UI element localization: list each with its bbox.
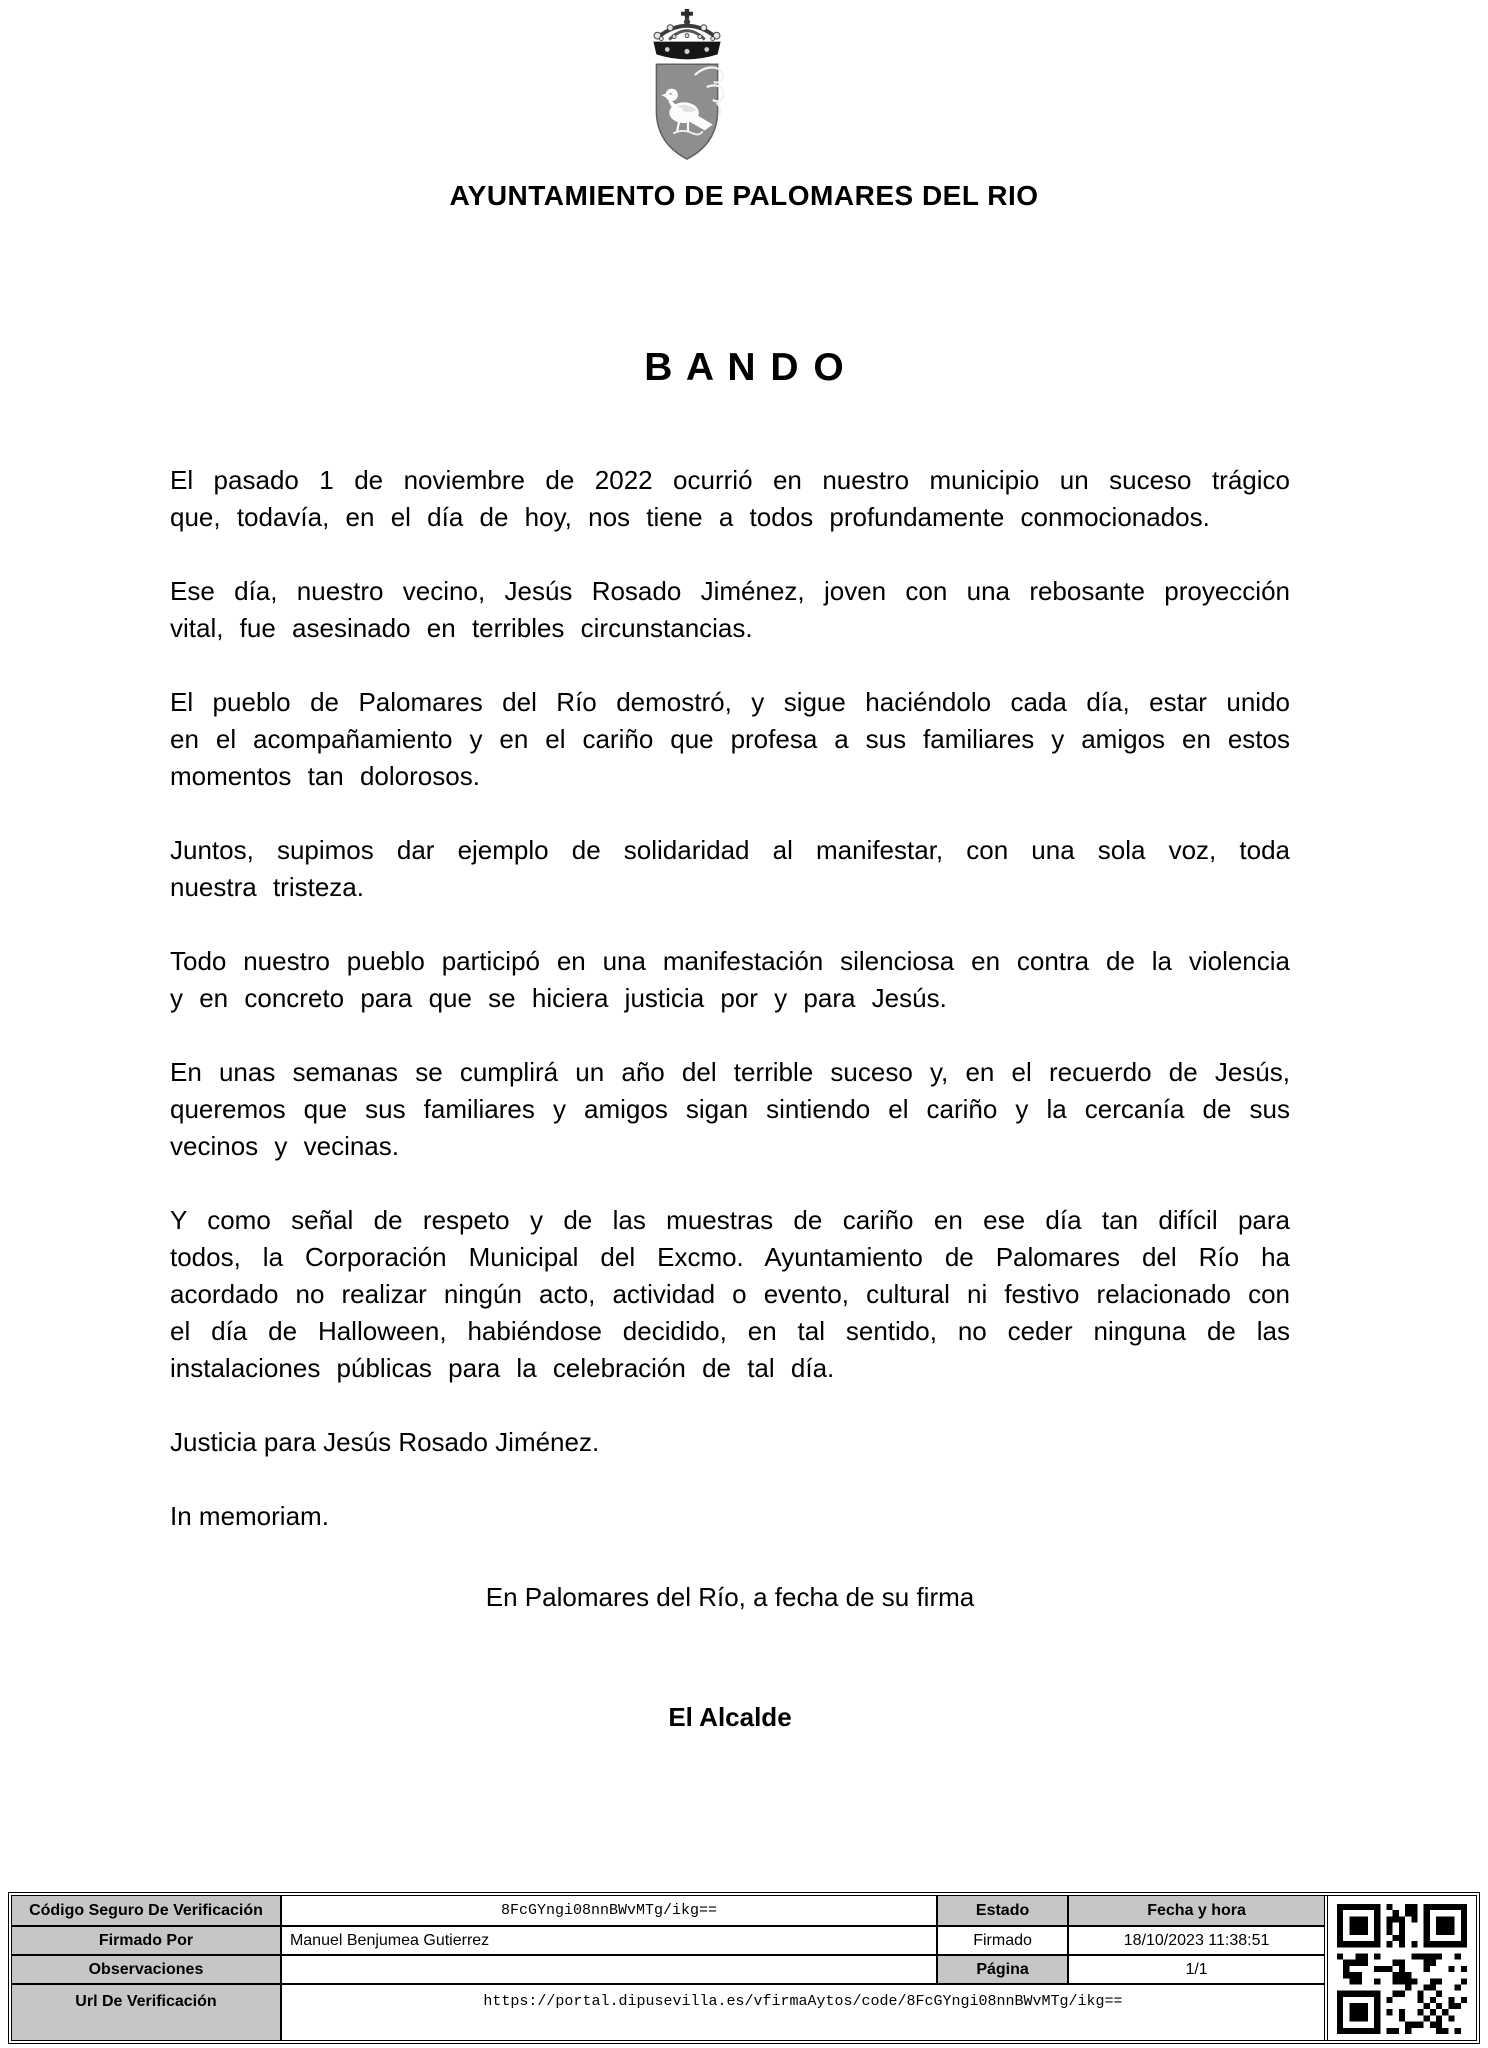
firmado-por-label-cell: Firmado Por [12, 1926, 281, 1955]
observaciones-label-cell: Observaciones [12, 1955, 281, 1984]
qr-code-box [1328, 1896, 1476, 2040]
signature-title: El Alcalde [668, 1702, 792, 1732]
estado-header-cell: Estado [937, 1896, 1068, 1926]
pagina-label-cell: Página [937, 1955, 1068, 1984]
closing-place-line: En Palomares del Río, a fecha de su firma [485, 1582, 975, 1612]
body-paragraph: El pueblo de Palomares del Río demostró, y sigue haciéndolo cada día, estar unido en el acompañamiento y en el cariño que profesa a sus familiares y amigos en estos momentos tan dolorosos. [170, 687, 1290, 791]
url-label-cell: Url De Verificación [12, 1984, 281, 2040]
body-paragraph: Ese día, nuestro vecino, Jesús Rosado Jiménez, joven con una rebosante proyección vital, fue asesinado en terribles circunstancias. [170, 576, 1290, 643]
qr-code-icon [1337, 1904, 1467, 2034]
verification-table [12, 1896, 1324, 2040]
verification-footer [8, 1892, 1480, 2044]
table-row [12, 1955, 1324, 1984]
fecha-value-cell: 18/10/2023 11:38:51 [1068, 1926, 1324, 1955]
body-paragraph: Juntos, supimos dar ejemplo de solidaridad al manifestar, con una sola voz, toda nuestra tristeza. [170, 835, 1290, 902]
document-title: B A N D O [644, 346, 846, 389]
csv-value-cell: 8FcGYngi08nnBWvMTg/ikg== [281, 1896, 937, 1926]
body-paragraph: Y como señal de respeto y de las muestras de cariño en ese día tan difícil para todos, la Corporación Municipal del Excmo. Ayuntamiento de Palomares del Río ha acordado no realizar ningún acto, actividad o evento, cultural ni festivo relacionado con el día de Halloween, habiéndose decidido, en tal sentido, no ceder ninguna de las instalaciones públicas para la celebración de tal día. [170, 1205, 1290, 1383]
pagina-value-cell: 1/1 [1068, 1955, 1324, 1984]
csv-label-cell: Código Seguro De Verificación [12, 1896, 281, 1926]
memoriam-line: In memoriam. [170, 1501, 329, 1531]
table-row [12, 1896, 1324, 1926]
table-row [12, 1926, 1324, 1955]
coat-of-arms-graphic [637, 8, 737, 166]
body-paragraph: El pasado 1 de noviembre de 2022 ocurrió en nuestro municipio un suceso trágico que, todavía, en el día de hoy, nos tiene a todos profundamente conmocionados. [170, 465, 1290, 532]
table-row [12, 1984, 1324, 2040]
crown-icon [653, 9, 720, 59]
verification-url[interactable]: https://portal.dipusevilla.es/vfirmaAytos/code/8FcGYngi08nnBWvMTg/ikg== [281, 1984, 1324, 2040]
estado-value-cell: Firmado [937, 1926, 1068, 1955]
justice-line: Justicia para Jesús Rosado Jiménez. [170, 1427, 600, 1457]
fecha-header-cell: Fecha y hora [1068, 1896, 1324, 1926]
verification-table-wrap [12, 1896, 1328, 2040]
shield-icon [656, 64, 723, 159]
firmado-por-value-cell: Manuel Benjumea Gutierrez [281, 1926, 937, 1955]
body-paragraph: En unas semanas se cumplirá un año del terrible suceso y, en el recuerdo de Jesús, queremos que sus familiares y amigos sigan sintiendo el cariño y la cercanía de sus vecinos y vecinas. [170, 1057, 1290, 1161]
body-paragraph: Todo nuestro pueblo participó en una manifestación silenciosa en contra de la violencia y en concreto para que se hiciera justicia por y para Jesús. [170, 946, 1290, 1013]
organization-name: AYUNTAMIENTO DE PALOMARES DEL RIO [449, 180, 1039, 211]
observaciones-value-cell [281, 1955, 937, 1984]
coat-of-arms [637, 8, 737, 166]
document-body [170, 462, 1290, 1736]
